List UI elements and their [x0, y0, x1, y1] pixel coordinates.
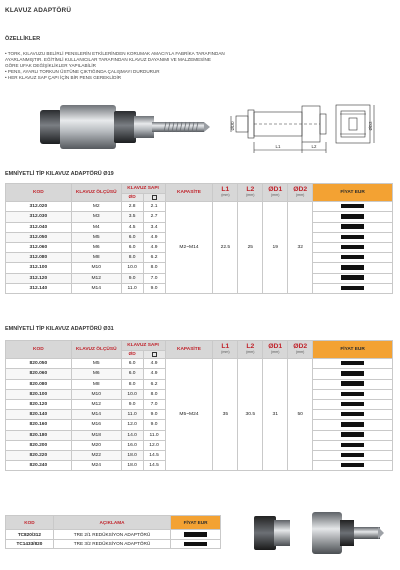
row-size: M4: [71, 222, 121, 232]
row-description: TRE 2/1 REDÜKSİYON ADAPTÖRÜ: [53, 530, 170, 540]
row-sq: 9.0: [143, 283, 165, 293]
row-code: 312.080: [6, 253, 72, 263]
price-redacted: [313, 379, 393, 389]
row-sq: 4.9: [143, 242, 165, 252]
header-od: ØD: [121, 194, 143, 202]
row-d0: 3.5: [121, 212, 143, 222]
row-code: 312.140: [6, 283, 72, 293]
price-redacted: [313, 389, 393, 399]
price-redacted: [313, 242, 393, 252]
row-description: TRE 3/2 REDÜKSİYON ADAPTÖRÜ: [53, 539, 170, 549]
row-d0: 12.0: [121, 420, 143, 430]
row-size: M3: [71, 212, 121, 222]
row-d0: 10.0: [121, 263, 143, 273]
row-code: TC820/312: [6, 530, 54, 540]
header-klavuz-sapi: KLAVUZ SAPI: [121, 184, 165, 194]
header-fiyat: FİYAT EUR: [171, 516, 221, 530]
header-d2: ØD2 (mm): [288, 341, 313, 359]
square-icon: [143, 194, 165, 202]
header-klavuz-olcusu: KLAVUZ ÖLÇÜSÜ: [71, 184, 121, 202]
technical-drawing: [228, 92, 378, 158]
drawing-label-d2: ØD2: [368, 121, 373, 131]
header-d2: ØD2 (mm): [288, 184, 313, 202]
page-title: KLAVUZ ADAPTÖRÜ: [5, 7, 72, 14]
row-code: 820.180: [6, 430, 72, 440]
header-l2: L2 (mm): [238, 341, 263, 359]
price-redacted: [313, 359, 393, 369]
price-redacted: [171, 530, 221, 540]
row-size: M8: [71, 253, 121, 263]
price-redacted: [313, 430, 393, 440]
d1-value: 19: [263, 202, 288, 294]
header-l1: L1 (mm): [213, 341, 238, 359]
row-d0: 11.0: [121, 410, 143, 420]
row-code: 820.080: [6, 379, 72, 389]
row-size: M16: [71, 420, 121, 430]
table-row: [6, 539, 221, 549]
accessories-table: [5, 515, 221, 549]
row-code: 820.120: [6, 399, 72, 409]
features-list: [5, 51, 275, 81]
feature-line: • HER KLAVUZ SAP ÇAPI İÇİN BİR PENS GEREKLİDİR: [5, 74, 122, 80]
reduction-adapter-image: [250, 508, 385, 558]
feature-line: GÖRE UFAK DEĞİŞİKLİKLER YAPILABİLİR: [5, 62, 96, 68]
header-d1: ØD1 (mm): [263, 341, 288, 359]
row-size: M20: [71, 440, 121, 450]
d2-value: 50: [288, 359, 313, 471]
features-heading: ÖZELLİKLER: [5, 36, 41, 42]
section-title-d31: EMNİYETLİ TİP KILAVUZ ADAPTÖRÜ Ø31: [5, 326, 114, 332]
row-code: 820.160: [6, 420, 72, 430]
row-code: 312.120: [6, 273, 72, 283]
row-size: M5: [71, 359, 121, 369]
price-redacted: [313, 399, 393, 409]
row-sq: 2.7: [143, 212, 165, 222]
header-klavuz-olcusu: KLAVUZ ÖLÇÜSÜ: [71, 341, 121, 359]
row-size: M10: [71, 389, 121, 399]
row-sq: 4.9: [143, 359, 165, 369]
price-redacted: [313, 420, 393, 430]
row-size: M6: [71, 242, 121, 252]
row-sq: 4.9: [143, 369, 165, 379]
row-d0: 9.0: [121, 273, 143, 283]
row-d0: 18.0: [121, 461, 143, 471]
header-d1: ØD1 (mm): [263, 184, 288, 202]
header-aciklama: AÇIKLAMA: [53, 516, 170, 530]
header-l2: L2 (mm): [238, 184, 263, 202]
price-redacted: [313, 369, 393, 379]
row-sq: 6.2: [143, 253, 165, 263]
price-redacted: [313, 222, 393, 232]
row-d0: 6.0: [121, 359, 143, 369]
capacity-value: M5~M24: [165, 359, 213, 471]
row-sq: 2.1: [143, 202, 165, 212]
row-d0: 16.0: [121, 440, 143, 450]
d2-value: 32: [288, 202, 313, 294]
price-redacted: [313, 232, 393, 242]
header-fiyat: FİYAT EUR: [313, 341, 393, 359]
price-redacted: [313, 283, 393, 293]
row-d0: 4.5: [121, 222, 143, 232]
row-size: M2: [71, 202, 121, 212]
feature-line: • TORK, KILAVUZU BELİRLİ PENSLERİN ETKİLERİNDEN KORUMAK AMACIYLA FABRİKA TARAFINDAN: [5, 51, 225, 56]
row-size: M18: [71, 430, 121, 440]
l1-value: 22.5: [213, 202, 238, 294]
price-redacted: [313, 202, 393, 212]
row-sq: 14.5: [143, 461, 165, 471]
row-sq: 14.5: [143, 450, 165, 460]
row-size: M22: [71, 450, 121, 460]
row-d0: 14.0: [121, 430, 143, 440]
row-code: 820.140: [6, 410, 72, 420]
table-row: [6, 530, 221, 540]
l2-value: 25: [238, 202, 263, 294]
row-sq: 12.0: [143, 440, 165, 450]
row-code: 312.060: [6, 242, 72, 252]
l1-value: 35: [213, 359, 238, 471]
price-redacted: [171, 539, 221, 549]
row-d0: 6.0: [121, 232, 143, 242]
drawing-label-l2: L2: [311, 144, 317, 149]
header-klavuz-sapi: KLAVUZ SAPI: [121, 341, 165, 351]
row-d0: 6.0: [121, 369, 143, 379]
row-code: 312.020: [6, 202, 72, 212]
header-od: ØD: [121, 351, 143, 359]
table-row: [6, 202, 393, 212]
row-size: M14: [71, 283, 121, 293]
row-sq: 8.0: [143, 389, 165, 399]
header-kapasite: KAPASİTE: [165, 184, 213, 202]
price-redacted: [313, 450, 393, 460]
row-d0: 2.8: [121, 202, 143, 212]
price-redacted: [313, 212, 393, 222]
row-sq: 7.0: [143, 399, 165, 409]
row-size: M10: [71, 263, 121, 273]
row-code: 312.040: [6, 222, 72, 232]
drawing-label-l1: L1: [275, 144, 281, 149]
price-redacted: [313, 263, 393, 273]
row-code: 820.240: [6, 461, 72, 471]
row-code: 312.100: [6, 263, 72, 273]
square-icon: [143, 351, 165, 359]
row-d0: 9.0: [121, 399, 143, 409]
row-size: M24: [71, 461, 121, 471]
l2-value: 30.5: [238, 359, 263, 471]
header-kod: KOD: [6, 516, 54, 530]
row-code: 312.050: [6, 232, 72, 242]
row-d0: 10.0: [121, 389, 143, 399]
feature-line: • PENS, AYARLI TORKUN ÜSTÜNE ÇIKTIĞINDA ÇALIŞMAYI DURDURUR: [5, 68, 160, 74]
header-fiyat: FİYAT EUR: [313, 184, 393, 202]
row-code: 820.060: [6, 369, 72, 379]
row-code: 820.200: [6, 440, 72, 450]
header-kod: KOD: [6, 184, 72, 202]
header-kapasite: KAPASİTE: [165, 341, 213, 359]
d1-value: 31: [263, 359, 288, 471]
spec-table-d19: [5, 183, 393, 294]
price-redacted: [313, 410, 393, 420]
row-sq: 6.2: [143, 379, 165, 389]
section-title-d19: EMNİYETLİ TİP KILAVUZ ADAPTÖRÜ Ø19: [5, 171, 114, 177]
row-d0: 8.0: [121, 253, 143, 263]
price-redacted: [313, 253, 393, 263]
row-code: 312.030: [6, 212, 72, 222]
row-d0: 11.0: [121, 283, 143, 293]
row-size: M12: [71, 273, 121, 283]
row-sq: 9.0: [143, 410, 165, 420]
row-size: M12: [71, 399, 121, 409]
row-d0: 8.0: [121, 379, 143, 389]
price-redacted: [313, 461, 393, 471]
tap-adapter-product-image: [36, 100, 214, 154]
row-sq: 11.0: [143, 430, 165, 440]
price-redacted: [313, 273, 393, 283]
capacity-value: M2~M14: [165, 202, 213, 294]
table-row: [6, 359, 393, 369]
row-size: M6: [71, 369, 121, 379]
row-sq: 3.4: [143, 222, 165, 232]
row-sq: 8.0: [143, 263, 165, 273]
row-code: TC1433/820: [6, 539, 54, 549]
header-l1: L1 (mm): [213, 184, 238, 202]
price-redacted: [313, 440, 393, 450]
spec-table-d31: [5, 340, 393, 471]
feature-line: AYARLANMIŞTIR. EĞİTİMLİ KULLANICILAR TARAFINDAN KLAVUZ DAYANIMI VE MALZEMESİNE: [5, 56, 211, 62]
row-sq: 7.0: [143, 273, 165, 283]
drawing-label-d0: ØD0: [230, 121, 235, 131]
row-code: 820.100: [6, 389, 72, 399]
row-code: 820.220: [6, 450, 72, 460]
row-sq: 4.9: [143, 232, 165, 242]
row-size: M14: [71, 410, 121, 420]
header-kod: KOD: [6, 341, 72, 359]
row-d0: 6.0: [121, 242, 143, 252]
row-d0: 18.0: [121, 450, 143, 460]
row-sq: 9.0: [143, 420, 165, 430]
row-size: M8: [71, 379, 121, 389]
row-size: M5: [71, 232, 121, 242]
row-code: 820.050: [6, 359, 72, 369]
